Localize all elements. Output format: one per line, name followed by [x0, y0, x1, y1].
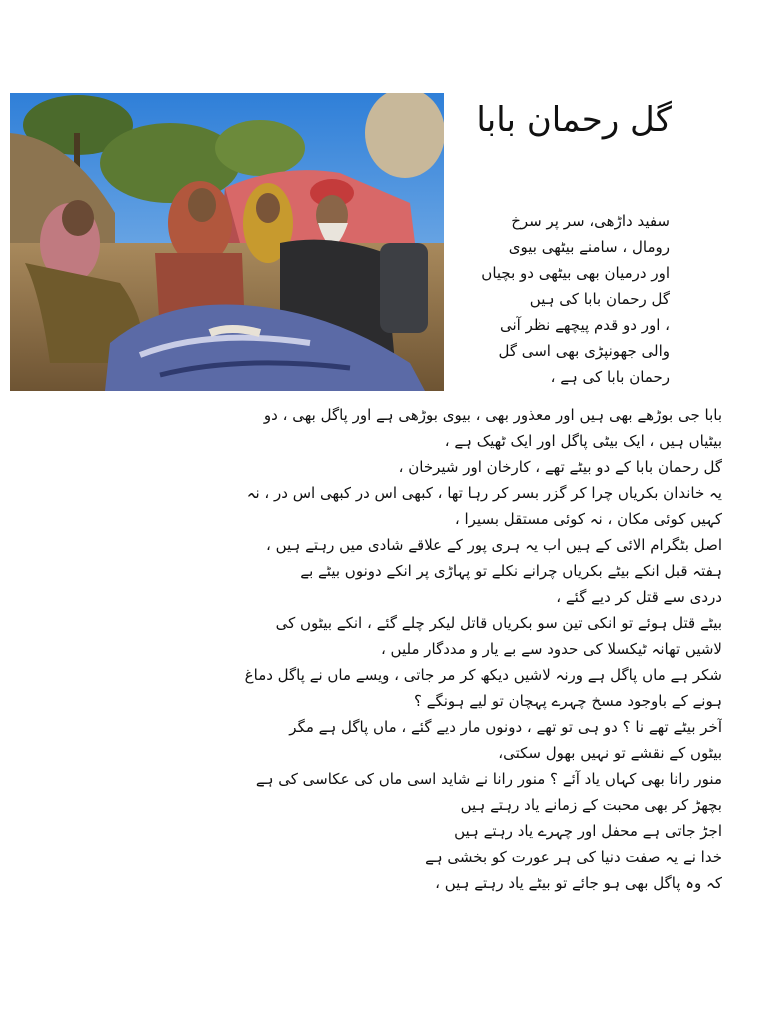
- text-line: رومال ، سامنے بیٹھی بیوی: [508, 238, 670, 256]
- text-line: بیٹیاں ہیں ، ایک بیٹی پاگل اور ایک ٹھیک ہے ،: [444, 432, 722, 450]
- text-line: اجڑ جاتی ہے محفل اور چہرے یاد رہتے ہیں: [454, 822, 722, 840]
- text-line: کہ وہ پاگل بھی ہو جائے تو بیٹے یاد رہتے ہیں ،: [435, 874, 722, 892]
- text-line: دردی سے قتل کر دیے گئے ،: [556, 588, 722, 606]
- text-line: یہ خاندان بکریاں چرا کر گزر بسر کر رہا تھا ، کبھی اس در کبھی اس در ، نہ: [246, 484, 722, 502]
- text-line: سفید داڑھی، سر پر سرخ: [511, 212, 670, 230]
- intro-paragraph: [452, 208, 670, 390]
- text-line: اور درمیان بھی بیٹھی دو بچیاں: [481, 264, 670, 282]
- people-sitting-outdoors-photo-icon: [10, 93, 444, 391]
- article-photo: [10, 93, 444, 391]
- page-title: گل رحمان بابا: [476, 100, 672, 140]
- text-line: رحمان بابا کی ہے ،: [550, 368, 670, 386]
- text-line: آخر بیٹے تھے نا ؟ دو ہی تو تھے ، دونوں مار دیے گئے ، ماں پاگل ہے مگر: [289, 718, 722, 736]
- text-line: خدا نے یہ صفت دنیا کی ہر عورت کو بخشی ہے: [425, 848, 722, 866]
- text-line: بچھڑ کر بھی محبت کے زمانے یاد رہتے ہیں: [460, 796, 722, 814]
- text-line: ہفتہ قبل انکے بیٹے بکریاں چرانے نکلے تو پہاڑی پر انکے دونوں بیٹے بے: [300, 562, 722, 580]
- text-line: گل رحمان بابا کے دو بیٹے تھے ، کارخان اور شیرخان ،: [398, 458, 722, 476]
- text-line: گل رحمان بابا کی ہیں: [529, 290, 670, 308]
- text-line: بابا جی بوڑھے بھی ہیں اور معذور بھی ، بیوی بوڑھی ہے اور پاگل بھی ، دو: [263, 406, 722, 424]
- text-line: بیٹے قتل ہوئے تو انکی تین سو بکریاں قاتل لیکر چلے گئے ، انکے بیٹوں کی: [275, 614, 722, 632]
- text-line: ، اور دو قدم پیچھے نظر آنی: [499, 316, 670, 334]
- text-line: کہیں کوئی مکان ، نہ کوئی مستقل بسیرا ،: [454, 510, 722, 528]
- text-line: منور رانا بھی کہاں یاد آئے ؟ منور رانا نے شاید اسی ماں کی عکاسی کی ہے: [255, 770, 722, 788]
- body-paragraph: [72, 402, 722, 896]
- text-line: بیٹوں کے نقشے تو نہیں بھول سکتی،: [498, 744, 722, 762]
- text-line: ہونے کے باوجود مسخ چہرے پہچان تو لیے ہونگے ؟: [413, 692, 722, 710]
- text-line: اصل بٹگرام الائی کے ہیں اب یہ ہری پور کے علاقے شادی میں رہتے ہیں ،: [265, 536, 722, 554]
- text-line: لاشیں تھانہ ٹیکسلا کی حدود سے بے یار و مددگار ملیں ،: [380, 640, 722, 658]
- text-line: والی جھونپڑی بھی اسی گل: [498, 342, 670, 360]
- text-line: شکر ہے ماں پاگل ہے ورنہ لاشیں دیکھ کر مر جاتی ، ویسے ماں نے پاگل دماغ: [244, 666, 722, 684]
